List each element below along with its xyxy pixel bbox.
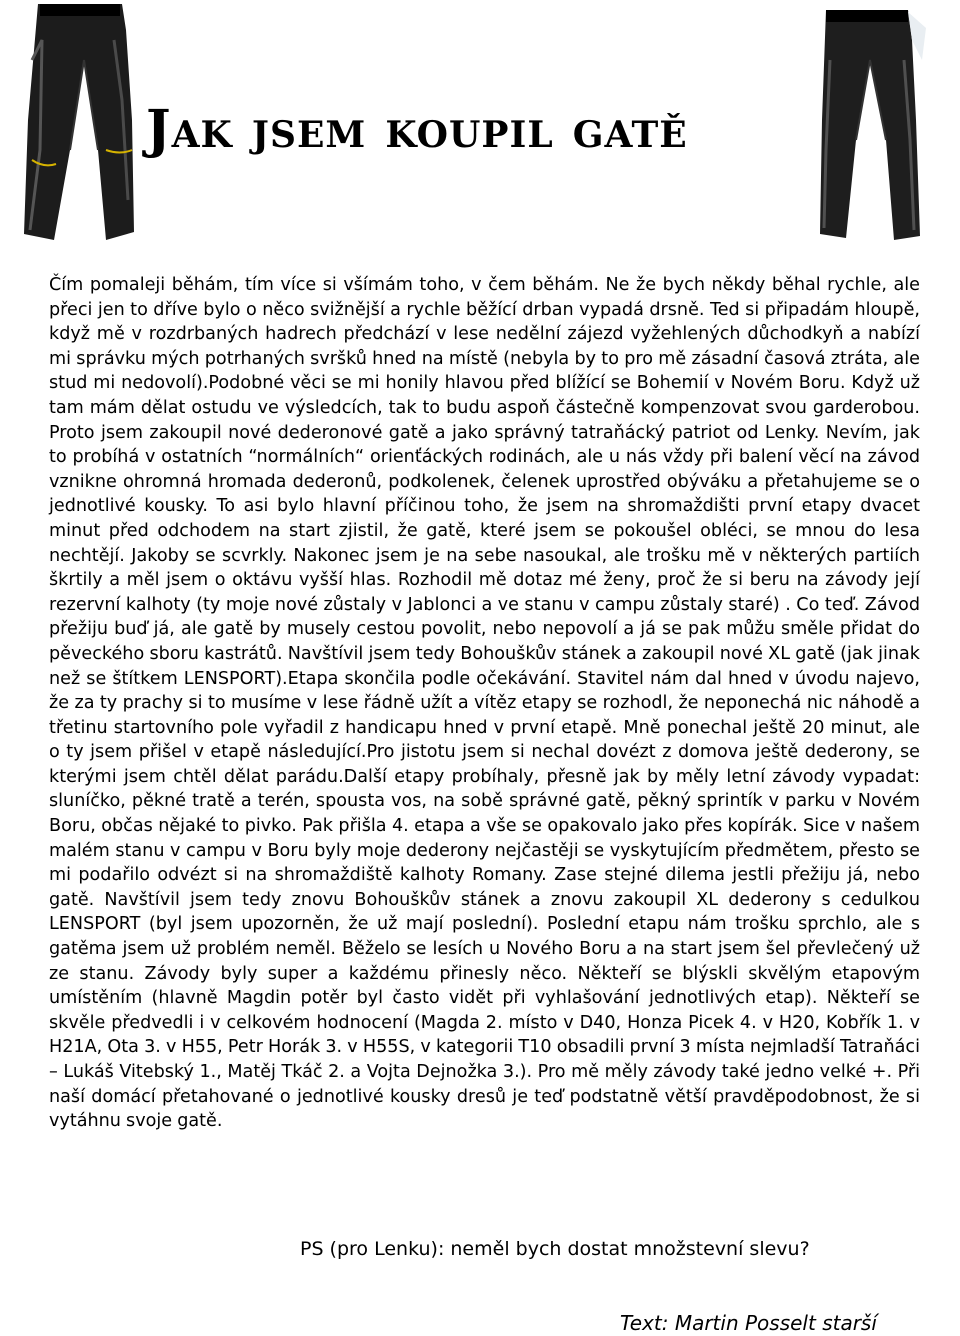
author-credit: Text: Martin Posselt starší	[620, 1311, 877, 1335]
postscript: PS (pro Lenku): neměl bych dostat množstevní slevu?	[300, 1238, 810, 1260]
article-body: Čím pomaleji běhám, tím více si všímám toho, v čem běhám. Ne že bych někdy běhal rychle, ale přeci jen to dříve bylo o něco svižnější a rychle běžící drban vypadá drsně. Ted si připadám hloupě, když mě v rozdrbaných hadrech předchází v lese nedělní zájezd vyžehlených důchodkyň a nabízí mi správku mých potrhaných svršků hned na místě (nebyla by to pro mě zásadní časová ztráta, ale stud mi nedovolí).Podobné věci se mi honily hlavou před blížící se Bohemií v Novém Boru. Když už tam mám dělat ostudu ve výsledcích, tak to budu aspoň částečně kompenzovat svou garderobou. Proto jsem zakoupil nové dederonové gatě a jako správný tatraňácký patriot od Lenky. Nevím, jak to probíhá v ostatních “normálních“ orienťáckých rodinách, ale u nás vždy při balení věcí na závod vznikne ohromná hromada dederonů, podkolenek, čelenek uprostřed obýváku a přetahujeme se o jednotlivé kousky. To asi bylo hlavní příčinou toho, že jsem na shromaždišti první etapy dvacet minut před odchodem na start zjistil, že gatě, které jsem se pokoušel obléci, se mnou do lesa nechtějí. Jakoby se scvrkly. Nakonec jsem je na sebe nasoukal, ale trošku mě v některých partiích škrtily a měl jsem o oktávu vyšší hlas. Rozhodil mě dotaz mé ženy, proč že si beru na závody její rezervní kalhoty (ty moje nové zůstaly v Jablonci a ve stanu v campu zůstaly staré) . Co teď. Závod přežiju buď já, ale gatě by musely cestou povolit, nebo nepovolí a já se pak můžu směle přidat do pěveckého sboru kastrátů. Navštívil jsem tedy Bohouškův stánek a zakoupil nové XL gatě (jak jinak než se štítkem LENSPORT).Etapa skončila podle očekávání. Stavitel nám dal hned v úvodu najevo, že za ty prachy si to musíme v lese řádně užít a vítěz etapy se rozhodl, že neponechá nic náhodě a třetinu startovního pole vyřadil z handicapu hned v první etapě. Mně ponechal ještě 20 minut, ale o ty jsem přišel v etapě následující.Pro jistotu jsem si nechal dovézt z domova ještě dederony, se kterými jsem chtěl dělat parádu.Další etapy probíhaly, přesně jak by měly letní závody vypadat: sluníčko, pěkné tratě a terén, spousta vos, na sobě správné gatě, pěkný sprintík v parku v Novém Boru, občas nějaké to pivko. Pak přišla 4. etapa a vše se opakovalo jako přes kopírák. Sice v našem malém stanu v campu v Boru byly moje dederony nejčastěji se vyskytujícím předmětem, přesto se mi podařilo odvézt si na shromaždiště kalhoty Romany. Zase stejné dilema jestli přežiju já, nebo gatě. Navštívil jsem tedy znovu Bohouškův stánek a znovu zakoupil XL dederony s cedulkou LENSPORT (byl jsem upozorněn, že už mají poslední). Poslední etapu nám trošku sprchlo, ale s gatěma jsem už problém neměl. Běželo se lesích u Nového Boru a na start jsem šel převlečený už ze stanu. Závody byly super a každému přinesly něco. Někteří se blýskli skvělým etapovým umístěním (hlavně Magdin potěr byl často vidět při vyhlašování jednotlivých etap). Někteří se skvěle předvedli i v celkovém hodnocení (Magda 2. místo v D40, Honza Picek 4. v H20, Kobřík 1. v H21A, Ota 3. v H55, Petr Horák 3. v H55S, v kategorii T10 obsadili první 3 místa nejmladší Tatraňáci – Lukáš Vitebský 1., Matěj Tkáč 2. a Vojta Dejnožka 3.). Pro mě měly závody také jedno velké +. Při naší domácí přetahované o jednotlivé kousky dresů je teď podstatně větší pravděpodobnost, že si vytáhnu svoje gatě.	[49, 275, 920, 1132]
article-title: Jak jsem koupil gatě	[146, 99, 688, 160]
pants-photo-left	[10, 0, 140, 245]
pants-photo-right	[812, 0, 927, 245]
